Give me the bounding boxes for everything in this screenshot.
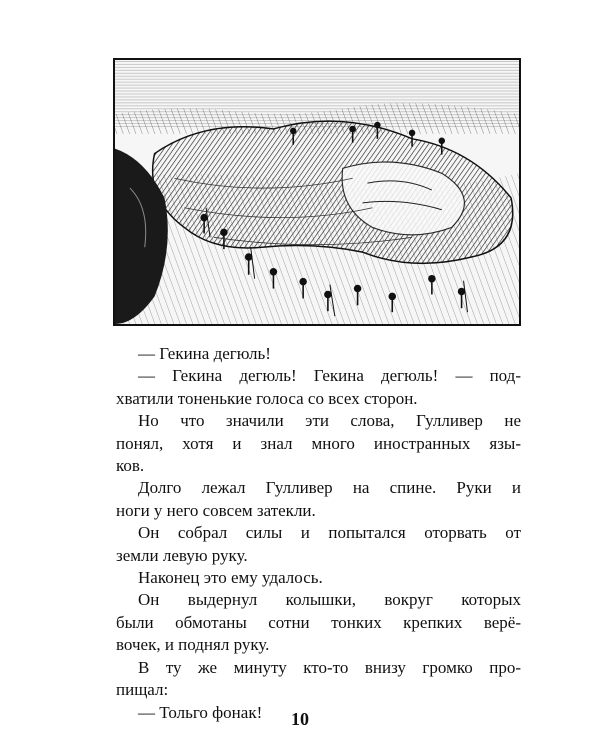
paragraph — [116, 522, 521, 567]
text-line: В ту же минуту кто-то внизу громко про- — [138, 657, 521, 677]
paragraph — [116, 343, 521, 365]
text-line: вочек, и поднял руку. — [116, 635, 270, 655]
text-line: — Тольго фонак! — [138, 702, 263, 722]
text-line: Он выдернул колышки, вокруг которых — [138, 590, 521, 610]
text-line: земли левую руку. — [116, 545, 248, 565]
paragraph — [116, 657, 521, 702]
paragraph — [116, 365, 521, 410]
text-line: пищал: — [116, 680, 169, 700]
text-line: ноги у него совсем затекли. — [116, 500, 316, 520]
paragraph — [116, 477, 521, 522]
engraving-image — [115, 60, 519, 324]
text-line: — Гекина дегюль! — [138, 344, 271, 363]
text-line: Но что значили эти слова, Гулливер не — [138, 411, 521, 431]
page-number: 10 — [291, 709, 309, 729]
book-illustration — [113, 58, 521, 326]
text-line: понял, хотя и знал много иностранных язы- — [116, 433, 521, 453]
paragraph — [116, 410, 521, 477]
text-line: хватили тоненькие голоса со всех сторон. — [116, 388, 418, 408]
paragraph — [116, 589, 521, 656]
text-line: были обмотаны сотни тонких крепких верё- — [116, 612, 521, 632]
body-text — [116, 343, 521, 724]
text-line: Он собрал силы и попытался оторвать от — [138, 523, 521, 543]
text-line: — Гекина дегюль! Гекина дегюль! — под- — [138, 366, 521, 386]
text-line: Наконец это ему удалось. — [138, 568, 323, 588]
text-line: Долго лежал Гулливер на спине. Руки и — [138, 478, 521, 498]
paragraph — [116, 567, 521, 589]
text-line: ков. — [116, 456, 145, 476]
